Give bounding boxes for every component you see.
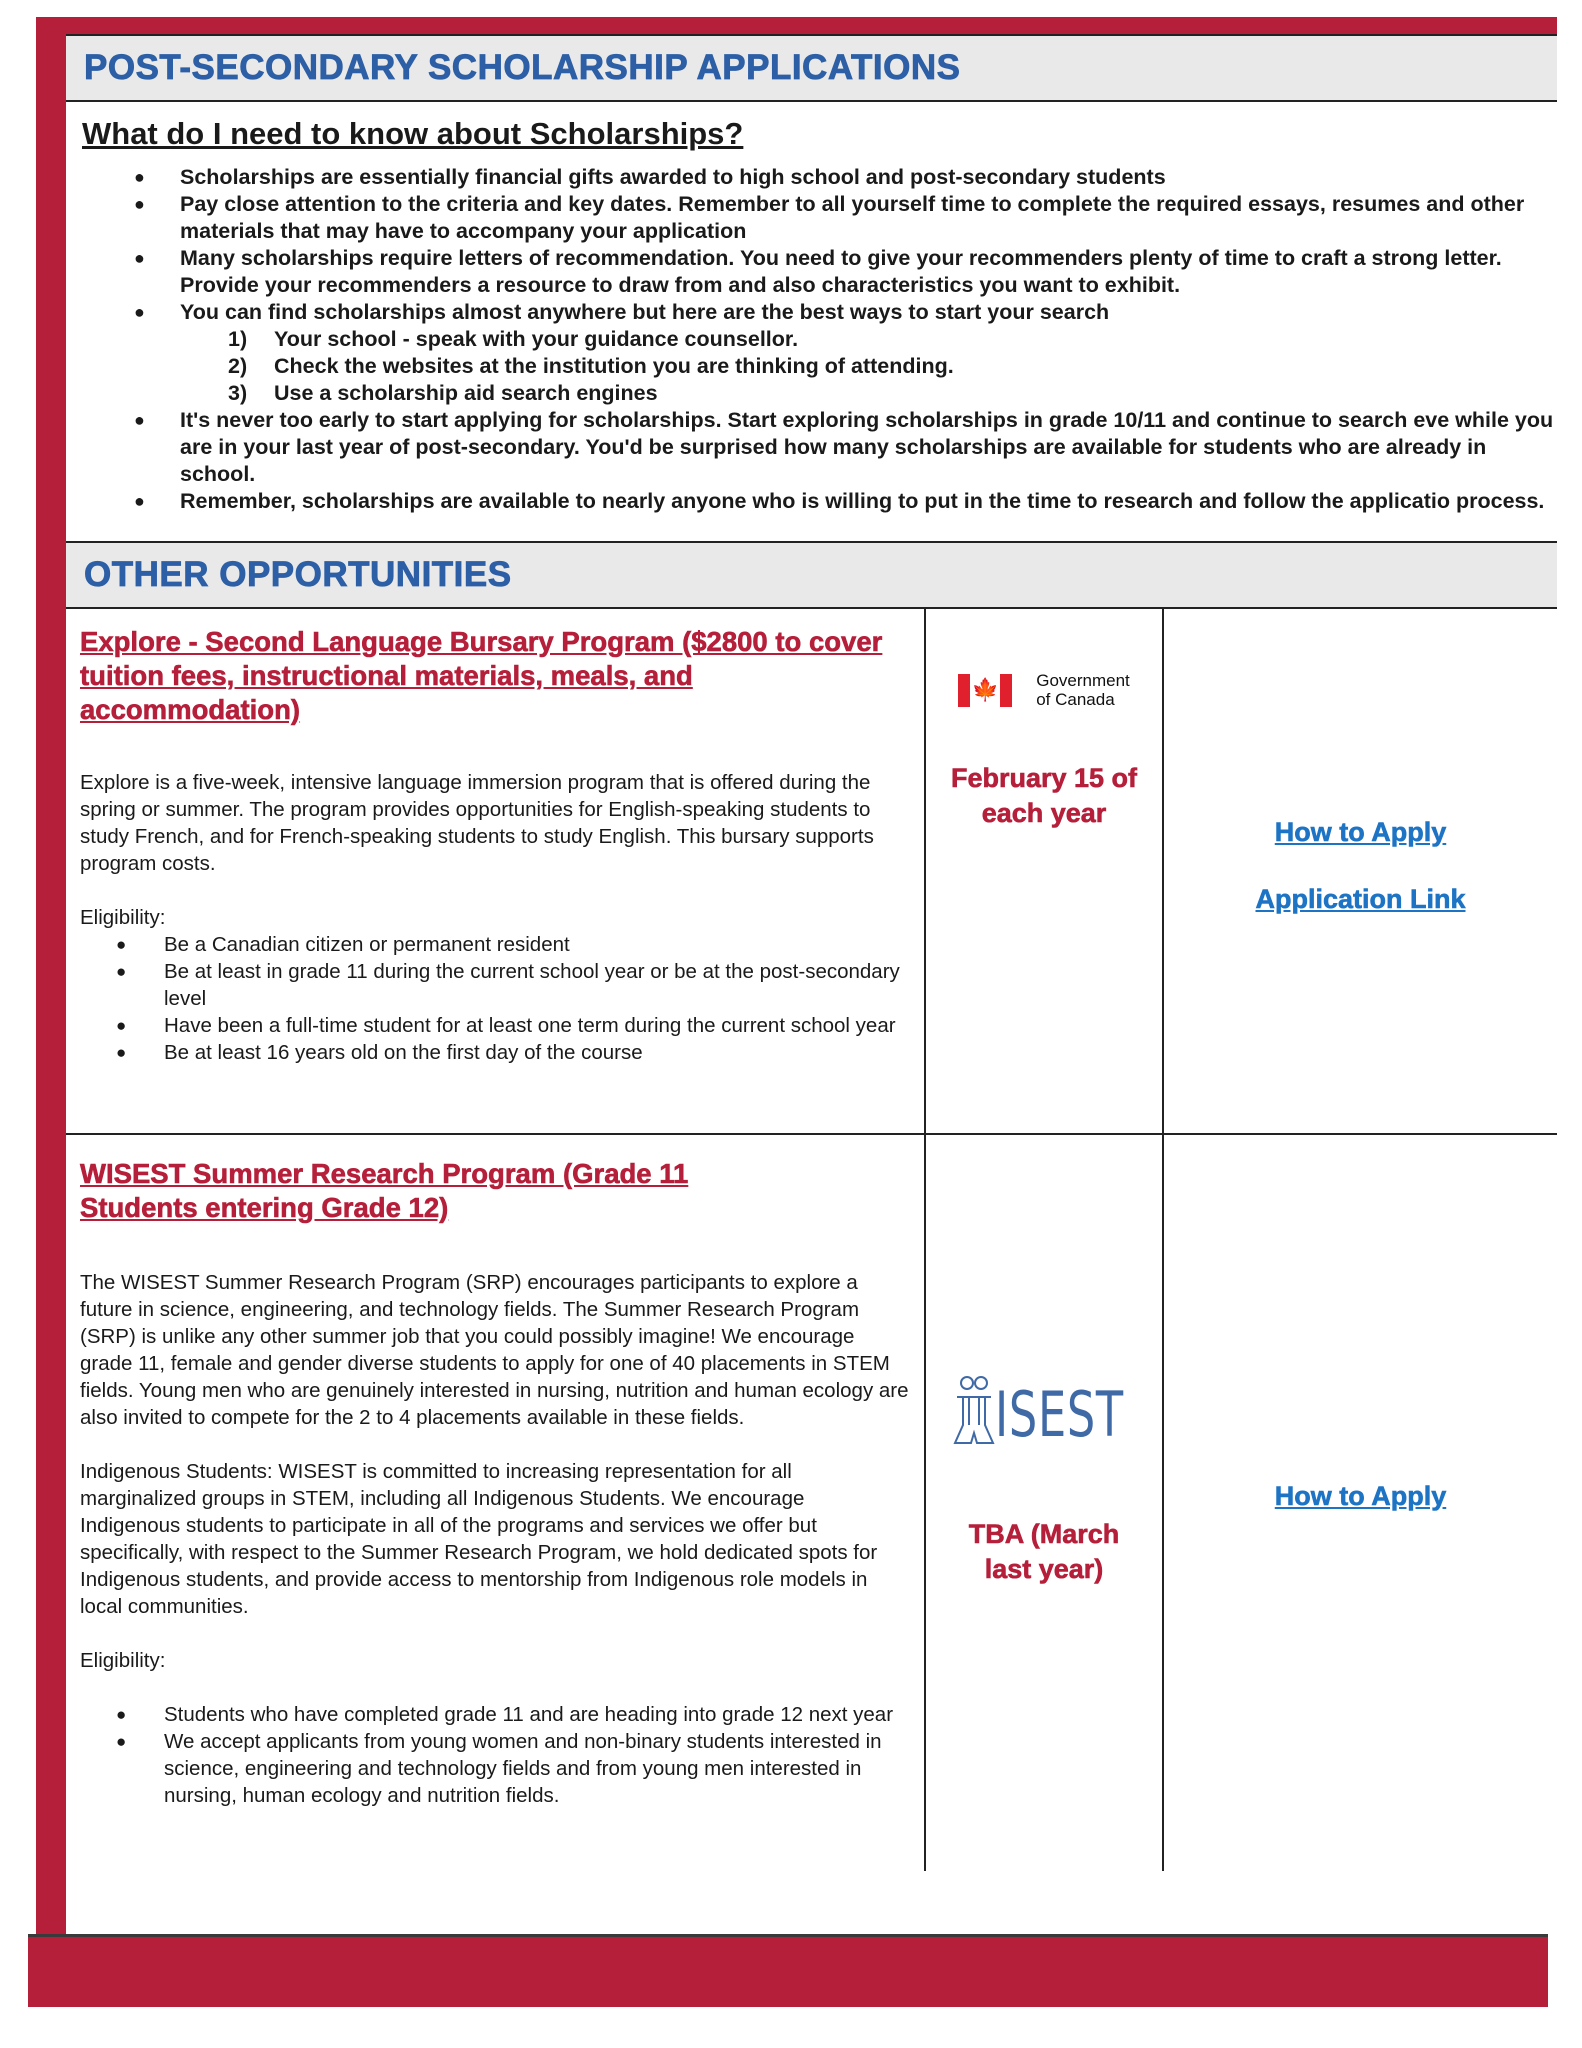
eligibility-item: ● Be at least 16 years old on the first day of the course [116, 1041, 643, 1064]
program-title-link[interactable]: WISEST Summer Research Program (Grade 11 Students entering Grade 12) [80, 1158, 689, 1223]
program-row-explore [66, 609, 1557, 1135]
program-title-link[interactable]: Explore - Second Language Bursary Program ($2800 to cover tuition fees, instructional materials, meals, and accommodation) [80, 626, 883, 725]
program-links [1164, 1135, 1557, 1871]
search-way-item: 3) Use a scholarship aid search engines [228, 381, 658, 405]
bullet-icon: ● [116, 935, 127, 954]
bullet-icon: ● [134, 167, 145, 187]
bullet-icon: ● [134, 248, 145, 268]
canada-flag-icon: 🍁 [958, 674, 1012, 707]
intro-bullet: ● Remember, scholarships are available to nearly anyone who is willing to put in the time to research and follow the applicatio process. [134, 489, 1545, 513]
frame-bottom-bar [28, 1934, 1548, 2007]
frame-top-bar [38, 17, 1557, 34]
bullet-icon: ● [116, 1705, 127, 1724]
bullet-icon: ● [116, 1043, 127, 1062]
header-band [66, 34, 1557, 102]
bullet-icon: ● [134, 410, 145, 430]
application-link[interactable]: Application Link [1255, 884, 1466, 914]
wisest-logo: ISEST [953, 1375, 1174, 1445]
deadline: TBA (March last year) [968, 1519, 1120, 1584]
intro-bullet: ● Pay close attention to the criteria and key dates. Remember to all yourself time to complete the required essays, resumes and other materials that may have to accompany your application [134, 192, 1525, 243]
program-links [1164, 609, 1557, 1135]
opportunities-title: OTHER OPPORTUNITIES [84, 555, 512, 594]
intro-bullet: ● It's never too early to start applying for scholarships. Start exploring scholarships in grade 10/11 and continue to search eve while you are in your last year of post-secondary. You'd be surprised how many scholarships are available for students who are already in school. [134, 408, 1554, 486]
intro-heading: What do I need to know about Scholarships? [82, 116, 744, 151]
search-way-item: 2) Check the websites at the institution you are thinking of attending. [228, 354, 954, 378]
eligibility-label: Eligibility: [80, 1649, 166, 1672]
eligibility-item: ● Students who have completed grade 11 and are heading into grade 12 next year [116, 1703, 894, 1726]
frame-left-bar [36, 17, 66, 2007]
eligibility-list [80, 931, 910, 1066]
intro-bullet-list [82, 164, 1557, 515]
page-title: POST-SECONDARY SCHOLARSHIP APPLICATIONS [84, 48, 961, 87]
program-logo-deadline [926, 609, 1164, 1135]
program-details [66, 1135, 926, 1871]
intro-bullet: ● Scholarships are essentially financial gifts awarded to high school and post-secondary students [134, 165, 1166, 189]
intro-bullet: ● Many scholarships require letters of recommendation. You need to give your recommenders plenty of time to craft a strong letter. Provide your recommenders a resource to draw from and also characteristics you want to exhibit. [134, 246, 1502, 297]
intro-bullet: ● You can find scholarships almost anywhere but here are the best ways to start your search 1) Your school - speak with your guidance counsellor. 2) Check the websites at the institution you are thinking of attending. 3) Use a scholarship aid search engines [134, 299, 1557, 407]
government-of-canada-logo: 🍁 Government of Canada [958, 671, 1130, 709]
bullet-icon: ● [116, 962, 127, 981]
program-description-indigenous: Indigenous Students: WISEST is committed to increasing representation for all marginalized groups in STEM, including all Indigenous Students. We encourage Indigenous students to participate in all of the programs and services we offer but specifically, with respect to the Summer Research Program, we hold dedicated spots for Indigenous students, and provide access to mentorship from Indigenous role models in local communities. [80, 1460, 878, 1618]
eligibility-list [80, 1701, 910, 1809]
how-to-apply-link[interactable]: How to Apply [1274, 817, 1447, 847]
eligibility-item: ● Have been a full-time student for at least one term during the current school year [116, 1014, 896, 1037]
program-description: The WISEST Summer Research Program (SRP) encourages participants to explore a future in science, engineering, and technology fields. The Summer Research Program (SRP) is unlike any other summer job that you could possibly imagine! We encourage grade 11, female and gender diverse students to apply for one of 40 placements in STEM fields. Young men who are genuinely interested in nursing, nutrition and human ecology are also invited to compete for the 2 to 4 placements available in these fields. [80, 1271, 909, 1429]
search-ways-list [180, 326, 1557, 407]
intro-section [66, 102, 1557, 515]
bullet-icon: ● [134, 491, 145, 511]
bullet-icon: ● [116, 1732, 127, 1751]
bullet-icon: ● [134, 194, 145, 214]
deadline: February 15 of each year [950, 763, 1138, 828]
eligibility-item: ● Be a Canadian citizen or permanent resident [116, 933, 570, 956]
opportunities-band [66, 541, 1557, 609]
program-row-wisest [66, 1135, 1557, 1871]
program-description: Explore is a five-week, intensive language immersion program that is offered during the spring or summer. The program provides opportunities for English-speaking students to study French, and for French-speaking students to study English. This bursary supports program costs. [80, 771, 874, 875]
page [66, 34, 1557, 1871]
eligibility-item: ● Be at least in grade 11 during the current school year or be at the post-secondary level [116, 960, 900, 1010]
program-logo-deadline [926, 1135, 1164, 1871]
bullet-icon: ● [116, 1016, 127, 1035]
how-to-apply-link[interactable]: How to Apply [1274, 1481, 1447, 1511]
program-details [66, 609, 926, 1135]
eligibility-label: Eligibility: [80, 906, 166, 929]
wisest-figures-icon [953, 1375, 995, 1445]
bullet-icon: ● [134, 302, 145, 322]
search-way-item: 1) Your school - speak with your guidance counsellor. [228, 327, 799, 351]
eligibility-item: ● We accept applicants from young women and non-binary students interested in science, engineering and technology fields and from young men interested in nursing, human ecology and nutrition fields. [116, 1730, 882, 1807]
opportunities-section [66, 541, 1557, 1871]
